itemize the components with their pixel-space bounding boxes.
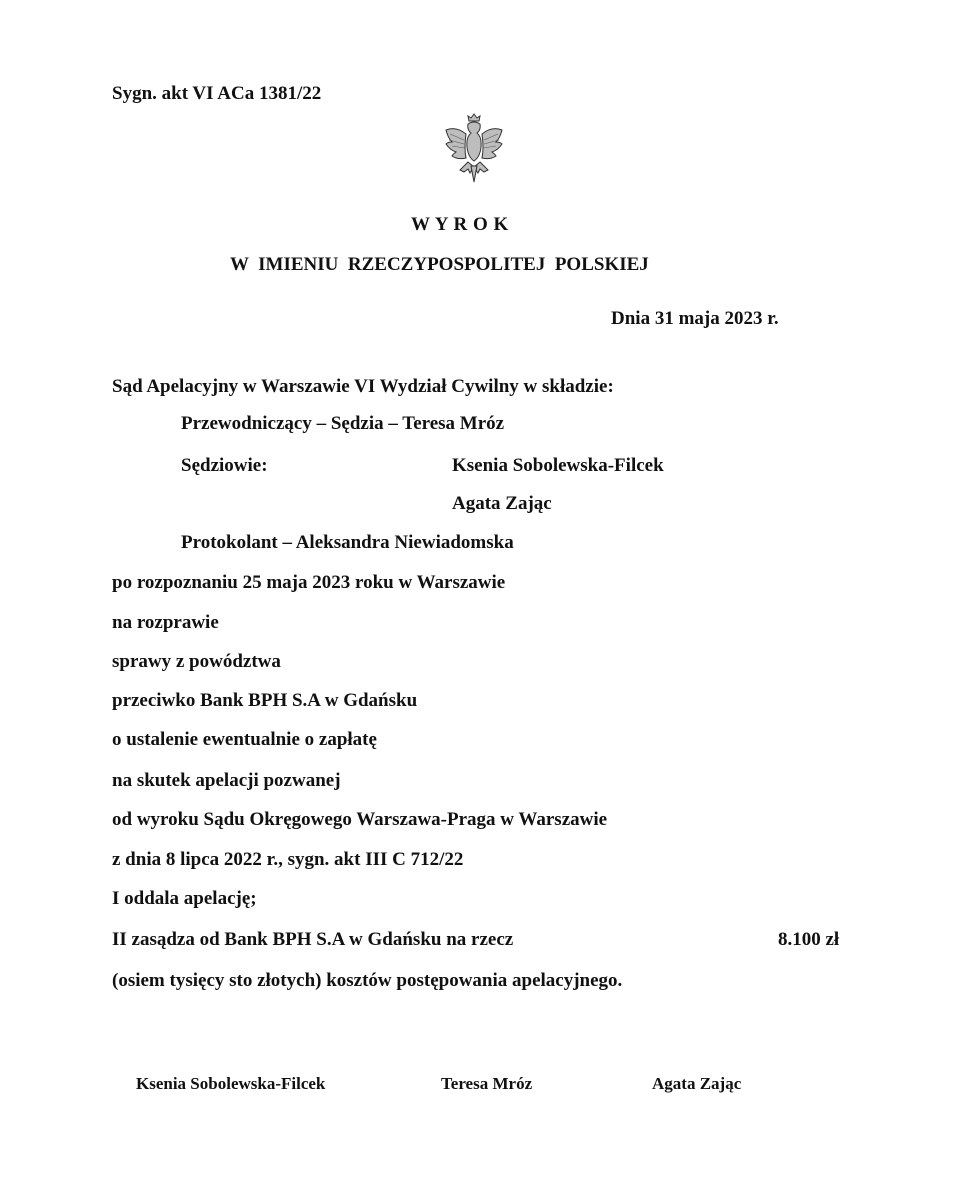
ruling-1: I oddala apelację; [112,888,257,909]
judge-2: Agata Zając [452,493,552,514]
body-line: na skutek apelacji pozwanej [112,770,341,791]
ruling-2-amount: 8.100 zł [778,929,840,950]
judge-1: Ksenia Sobolewska-Filcek [452,455,664,476]
presiding-judge: Przewodniczący – Sędzia – Teresa Mróz [181,413,505,434]
court-clerk: Protokolant – Aleksandra Niewiadomska [181,532,514,553]
body-line: od wyroku Sądu Okręgowego Warszawa-Praga w Warszawie [112,809,608,830]
body-line: na rozprawie [112,612,219,633]
signature-1: Ksenia Sobolewska-Filcek [136,1074,326,1093]
body-line: o ustalenie ewentualnie o zapłatę [112,729,377,750]
body-line: po rozpoznaniu 25 maja 2023 roku w Warszawie [112,572,506,593]
body-line: przeciwko Bank BPH S.A w Gdańsku [112,690,418,711]
polish-eagle-emblem-icon [444,110,504,186]
judgment-title: W Y R O K [411,214,509,235]
body-line: sprawy z powództwa [112,651,281,672]
court-composition: Sąd Apelacyjny w Warszawie VI Wydział Cywilny w składzie: [112,376,614,397]
judges-label: Sędziowie: [181,455,268,476]
case-number: Sygn. akt VI ACa 1381/22 [112,83,322,104]
judgment-subtitle: W IMIENIU RZECZYPOSPOLITEJ POLSKIEJ [230,254,649,275]
ruling-2-continuation: (osiem tysięcy sto złotych) kosztów postępowania apelacyjnego. [112,970,623,991]
signature-2: Teresa Mróz [441,1074,533,1093]
body-line: z dnia 8 lipca 2022 r., sygn. akt III C 712/22 [112,849,464,870]
judgment-date: Dnia 31 maja 2023 r. [611,308,779,329]
signature-3: Agata Zając [652,1074,742,1093]
ruling-2: II zasądza od Bank BPH S.A w Gdańsku na rzecz [112,929,514,950]
